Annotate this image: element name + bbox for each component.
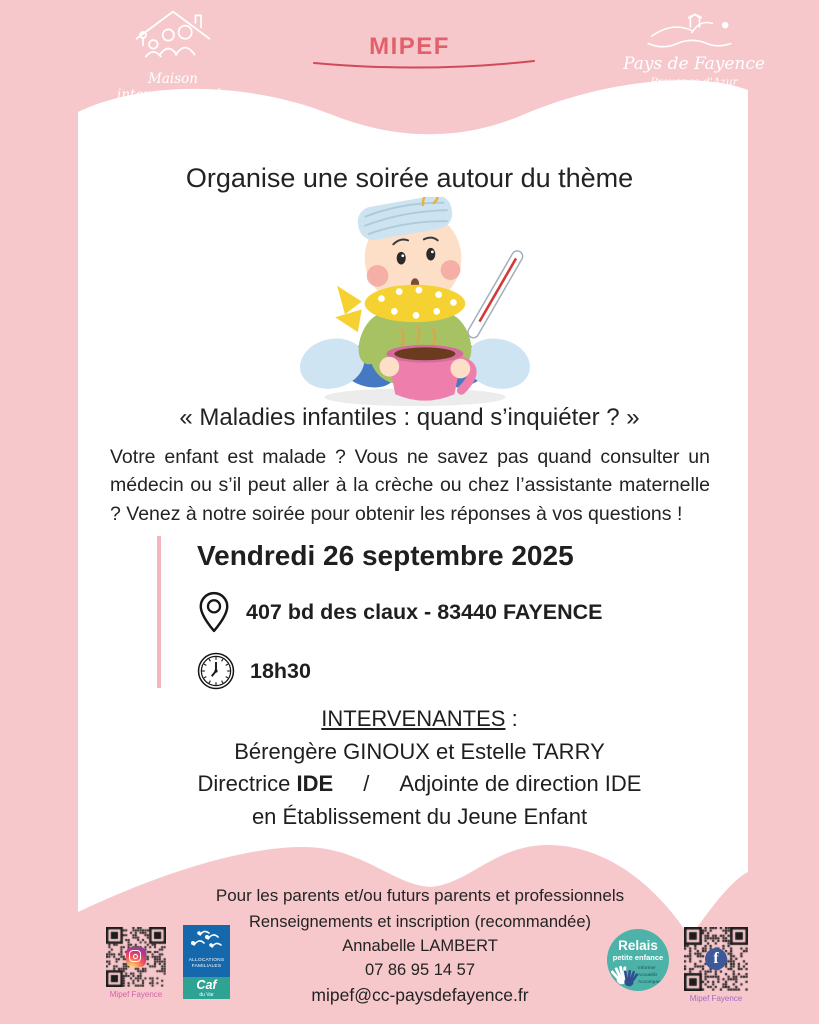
facebook-icon: f: [705, 948, 727, 970]
caf-logo: [183, 925, 230, 999]
caf-region: du Var: [199, 991, 214, 998]
relais-petite-enfance-logo: [607, 929, 669, 991]
theme-title: « Maladies infantiles : quand s’inquiéter ? »: [179, 404, 640, 431]
caf-alloc1: ALLOCATIONS: [188, 958, 225, 963]
caf-logo-bottom: [183, 977, 230, 999]
hands-icon: [611, 961, 641, 989]
caf-family-icon: [186, 927, 228, 953]
speakers-heading: INTERVENANTES :: [321, 706, 518, 731]
pays-de-fayence-logo: [608, 5, 780, 88]
event-details-block: [157, 536, 603, 688]
audience-line: Pour les parents et/ou futurs parents et professionnels: [215, 886, 625, 905]
maison-logo-name: Maison intercommunale: [117, 71, 229, 103]
event-time-row: [197, 652, 603, 690]
event-location-row: [197, 591, 603, 633]
fayence-logo-name: Pays de Fayence: [623, 54, 765, 74]
thermometer-icon: [466, 249, 525, 340]
intro-line: Organise une soirée autour du thème: [185, 163, 634, 193]
sick-baby-illustration: [296, 197, 534, 409]
speakers-block: [60, 703, 779, 833]
clock-icon: [197, 652, 235, 690]
instagram-icon: [126, 947, 146, 967]
relais-sub: petite enfance: [612, 952, 664, 962]
instagram-qr-block: [106, 927, 166, 999]
facebook-qr-block: [684, 927, 748, 1003]
relais-tagline: Informer Accueillir Accompagner: [638, 966, 668, 986]
registration-line: Renseignements et inscription (recommandée): [248, 913, 592, 931]
speakers-establishment: en Établissement du Jeune Enfant: [251, 803, 588, 829]
caf-logo-top: [183, 925, 230, 977]
maison-logo-tagline: DE LA PETITE ENFANCE ET DE LA FAMILLE: [98, 106, 248, 113]
mipef-underline: [308, 57, 540, 73]
event-location: 407 bd des claux - 83440 FAYENCE: [246, 599, 603, 624]
fayence-logo-tagline: Provence d'Azur: [650, 76, 738, 88]
qr-left-caption: Mipef Fayence: [109, 990, 163, 999]
event-time: 18h30: [250, 658, 311, 683]
speakers-roles: Directrice IDE / Adjointe de direction IDE: [197, 771, 642, 797]
contact-name: Annabelle LAMBERT: [342, 937, 498, 955]
caf-name: Caf: [196, 978, 217, 992]
location-pin-icon: [197, 591, 231, 633]
event-description: Votre enfant est malade ? Vous ne savez pas quand consulter un médecin ou s’il peut aller à la crèche ou chez l’assistante maternelle ? Venez à notre soirée pour obtenir les réponses à vos questions !: [110, 446, 710, 525]
mipef-title: MIPEF: [369, 33, 450, 60]
contact-email: mipef@cc-paysdefayence.fr: [311, 985, 529, 1005]
caf-alloc2: FAMILIALES: [191, 964, 222, 970]
village-hills-icon: [632, 5, 756, 49]
speakers-names: Bérengère GINOUX et Estelle TARRY: [234, 738, 605, 764]
event-date: Vendredi 26 septembre 2025: [197, 540, 574, 571]
relais-name: Relais: [618, 938, 658, 953]
qr-right-caption: Mipef Fayence: [689, 994, 743, 1003]
contact-phone: 07 86 95 14 57: [364, 961, 476, 979]
